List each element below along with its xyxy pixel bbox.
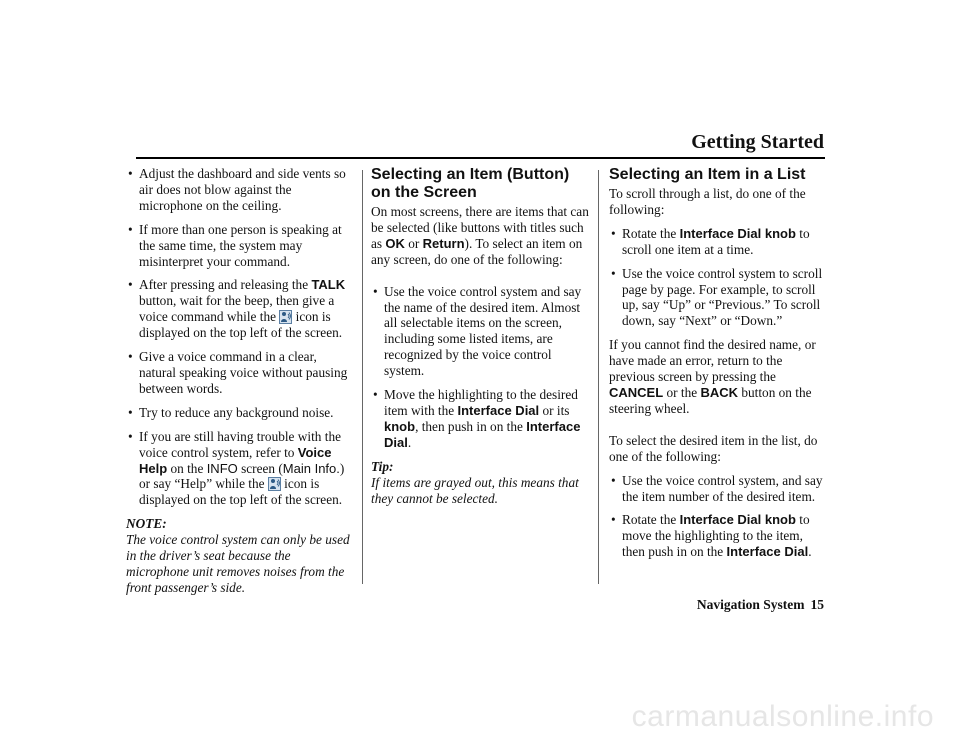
tip-body: If items are grayed out, this means that they cannot be selected. [371,474,579,506]
note-body: The voice control system can only be used in the driver’s seat because the microphone unit removes noises from the front passenger’s side. [126,532,350,595]
header-rule [136,157,825,159]
scroll-methods-list [609,226,825,329]
tips-list [126,166,352,508]
section-heading: Selecting an Item (Button) on the Screen [371,166,570,201]
list-item: • If more than one person is speaking at the same time, the system may misinterpret your command. [126,222,352,270]
back-button-label: BACK [700,384,739,400]
ok-button-label: OK [385,235,405,251]
paragraph: To select the desired item in the list, do one of the following: [609,432,818,464]
return-button-label: Return [422,235,465,251]
column-divider [362,170,363,584]
selection-methods-list [371,284,589,451]
list-item: • After pressing and releasing the TALK button, wait for the beep, then give a voice command while the icon is displayed on the top left of the screen. [126,277,352,341]
list-item: • Use the voice control system to scroll page by page. For example, to scroll up, say “Up” or “Previous.” To scroll down, say “Next” or “Down.” [609,266,825,330]
main-info-label: Main Info. [282,460,340,476]
list-item: • Move the highlighting to the desired item with the Interface Dial or its knob, then push in on the Interface Dial. [371,387,589,451]
section-heading: Selecting an Item in a List [609,166,806,183]
column-1 [126,166,352,596]
list-item: • Give a voice command in a clear, natural speaking voice without pausing between words. [126,349,352,397]
list-item: • Rotate the Interface Dial knob to scroll one item at a time. [609,226,825,258]
tip-heading: Tip: [371,458,394,474]
list-item: • Use the voice control system and say the name of the desired item. Almost all selectable items on the screen, including some listed items, are recognized by the voice control system. [371,284,589,379]
info-screen-label: INFO [206,460,238,476]
talk-button-label: TALK [311,277,346,293]
cancel-button-label: CANCEL [609,384,664,400]
paragraph: If you cannot find the desired name, or have made an error, return to the previous screen by pressing the CANCEL or the BACK button on the steering wheel. [609,337,816,416]
section-intro: On most screens, there are items that can be selected (like buttons with titles such as OK or Return). To select an item on any screen, do one of the following: [371,204,589,267]
page-number: 15 [810,597,824,612]
column-2 [371,166,589,506]
list-item: • Try to reduce any background noise. [126,405,352,421]
list-item: • If you are still having trouble with the voice control system, refer to Voice Help on the INFO screen (Main Info.) or say “Help” while the icon is displayed on the top left of the screen. [126,429,352,509]
list-item: • Adjust the dashboard and side vents so air does not blow against the microphone on the ceiling. [126,166,352,214]
column-3 [609,166,825,568]
voice-help-label: Voice Help [139,444,332,476]
watermark: carmanualsonline.info [631,700,934,733]
select-methods-list [609,473,825,561]
column-divider [598,170,599,584]
list-item: • Rotate the Interface Dial knob to move the highlighting to the item, then push in on the Interface Dial. [609,512,825,560]
voice-command-icon [268,477,281,491]
list-item: • Use the voice control system, and say the item number of the desired item. [609,473,825,505]
note-heading: NOTE: [126,516,167,532]
page-footer [691,597,824,613]
section-intro: To scroll through a list, do one of the following: [609,186,806,217]
page-title: Getting Started [691,131,824,153]
footer-label: Navigation System [696,597,805,612]
voice-command-icon [279,310,292,324]
